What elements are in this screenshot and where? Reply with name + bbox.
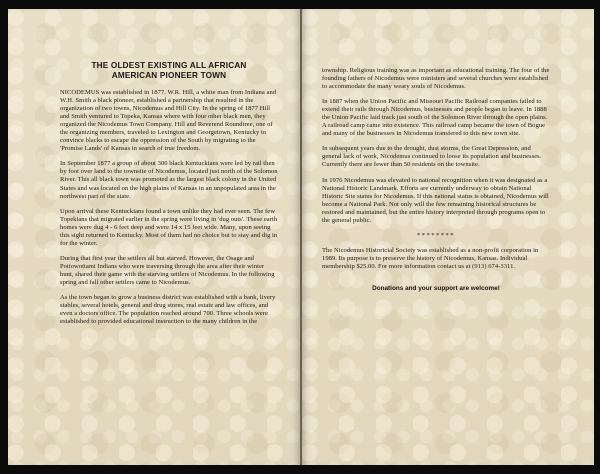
paragraph-landmark: In 1976 Nicodemus was elevated to national recognition when it was designated as a National Historic Landmark. Efforts are currently underway to obtain National Historic Site status for Nicodemus. If this national status is obtained, Nicodemus will become a National Park. Not only will the few remaining historical structures be restored and maintained, but the entire history interpreted through programs open to the general public.: [322, 176, 549, 224]
left-page: [8, 9, 300, 465]
paragraph-dugouts: Upon arrival these Kentuckians found a town unlike they had ever seen. The few Topekians that migrated earlier in the spring were living in 'dug outs'. These earth homes were dug 4 - 6 feet deep and were 14 x 15 feet wide. Many, upon seeing this sight returned to Kentucky. Most of them had no choice but to stay and dig in for the winter.: [60, 207, 278, 247]
closing-line: Donations and your support are welcome!: [372, 284, 500, 292]
paragraph-historical-society: The Nicodemus Historicial Society was established as a non-profit corporation in 1989. Its purpose is to preserve the history of Nicodemus, Kansas. Individual membership $25.00. For more information contact us at (913) 674-3311.: [322, 246, 539, 270]
right-page: [302, 9, 594, 465]
paragraph-founding: NICODEMUS was established in 1877. W.R. Hill, a white man from Indiana and W.H. Smith a black pioneer, established a partnership that resulted in the organization of two towns, Nicodemus and Hill City. In the spring of 1877 Hill and Smith ventured to Topeka, Kansas where with four other black men, they organized the Nicodemus Town Company. Hill and Reverend Roundtree, one of the organizing members, traveled to Lexington and Georgetown, Kentucky to convince blacks to escape the oppression of the South by migrating to the 'Promise Lands' of Kansas in search of true freedom.: [60, 89, 277, 153]
booklet-spread: [8, 9, 594, 465]
paragraph-migration: In September 1877 a group of about 300 black Kentuckians were led by rail then by foot over land to the townsite of Nicodemus, located just north of the Solomon River. This all black town was promoted as the largest black colony in the United States and was located on the high plains of Kansas in an unpopulated area in the northwest part of the state.: [60, 160, 278, 200]
paragraph-decline: In subsequent years due to the drought, dust storms, the Great Depression, and general lack of work, Nicodemus continued to loose its population and businesses. Currently there are fewer than 50 residents on the townsite.: [322, 145, 542, 169]
paragraph-business-district: As the town began to grow a business district was established with a bank, livery stables, several hotels, general and drug stores, real estate and law offices, and even a doctors office. The population reached around 700. Three schools were established to provided educational instruction to the many children in the: [60, 294, 276, 326]
title-line-1: THE OLDEST EXISTING ALL AFRICAN: [91, 61, 247, 70]
title-line-2: AMERICAN PIONEER TOWN: [111, 71, 227, 80]
paragraph-first-year: During that first year the settlers all but starved. However, the Osage and Pottowottami Indians who were traversing through the area after their winter hunt, shared their game with the starving settlers of Nicodemus. In the following spring and fall other settlers came to Nicodemus.: [60, 254, 275, 286]
paragraph-religion: township. Religious training was as important as educational training. The four of the founding fathers of Nicodemus were ministers and several churches were established to accommodate the many weary souls of Nicodemus.: [322, 67, 550, 91]
paragraph-railroad: In 1887 when the Union Pacific and Missouri Pacific Railroad companies failed to extend their rails through Nicodemus, businesses and people began to leave. In 1888 the Union Pacific laid track just south of the Solomon River through the open plains. A railroad camp came into existence. This railroad camp became the town of Bogue and many of the businesses in Nicodemus transfered to this new town site.: [322, 98, 548, 138]
page-title: [60, 61, 278, 81]
section-separator: ********: [417, 231, 455, 239]
